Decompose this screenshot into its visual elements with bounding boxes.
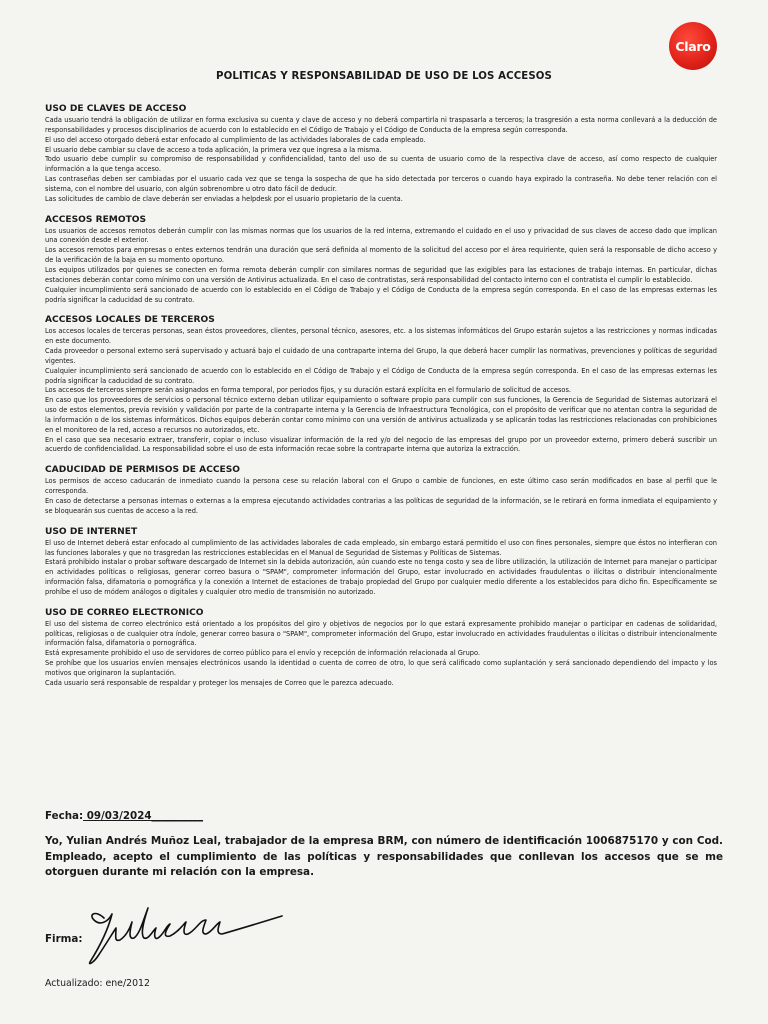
section-heading: ACCESOS LOCALES DE TERCEROS	[45, 315, 215, 326]
section-paragraph: Todo usuario debe cumplir su compromiso de responsabilidad y confidencialidad, tanto del uso de su cuenta de usuario como de la respectiva clave de acceso, así como respecto de cualquier información a la que tenga acceso.	[45, 154, 717, 174]
section-gap	[45, 454, 717, 464]
section-paragraph: El uso del sistema de correo electrónico está orientado a los propósitos del giro y objetivos de negocios por lo que estará expresamente prohibido manejar o participar en cadenas de solidaridad, políticas, religiosas o de cualquier otra índole, generar correo basura o "SPAM", comprometer información del Grupo, estar involucrado en actividades fraudulentas o ilícitas o distribuir intencionalmente información falsa, difamatoria o pornográfica.	[45, 618, 717, 648]
section-paragraph: Los usuarios de accesos remotos deberán cumplir con las mismas normas que los usuarios de la red interna, extremando el cuidado en el uso y privacidad de sus claves de acceso dado que implican una conexión desde el exterior.	[45, 225, 717, 245]
section-paragraph: Estará prohibido instalar o probar software descargado de Internet sin la debida autorización, aún cuando este no tenga costo y sea de libre utilización, la utilización de Internet para manejar o participar en actividades políticas o religiosas, generar correo basura o "SPAM", comprometer información del Grupo, estar involucrado en actividades fraudulentas o ilícitas o distribuir intencionalmente información falsa, difamatoria o pornográfica y la conexión a Internet de estaciones de trabajo propiedad del Grupo por cualquier medio diferente a los establecidos para dicho fin. Específicamente se prohíbe el uso de módem análogos o digitales y cualquier otro medio de transmisión no autorizado.	[45, 557, 717, 596]
signature-label: Firma:	[45, 933, 83, 945]
section-paragraph: Cada usuario tendrá la obligación de utilizar en forma exclusiva su cuenta y clave de acceso y no deberá compartirla ni traspasarla a terceros; la trasgresión a esta norma conllevará a la deducción de responsabilidades y procesos disciplinarios de acuerdo con lo establecido en el Código de Trabajo y el Código de Conducta de la empresa según corresponda.	[45, 115, 717, 134]
policy-section	[45, 607, 717, 688]
policy-section	[45, 314, 717, 454]
section-paragraph: El uso de Internet deberá estar enfocado al cumplimiento de las actividades laborales de cada empleado, sin embargo estará permitido el uso con fines personales, siempre que éstos no interfieran con las funciones laborales y que no trasgredan las restricciones establecidas en el Manual de Seguridad de Sistemas y Políticas de Sistemas.	[45, 537, 717, 557]
policy-section	[45, 464, 717, 515]
section-paragraph: Cada usuario será responsable de respaldar y proteger los mensajes de Correo que le parezca adecuado.	[45, 677, 394, 687]
section-paragraph: El usuario debe cambiar su clave de acceso a toda aplicación, la primera vez que ingresa a la misma.	[45, 144, 382, 154]
section-gap	[45, 204, 717, 214]
section-paragraph: Está expresamente prohibido el uso de servidores de correo público para el envío y recepción de información relacionada al Grupo.	[45, 648, 480, 658]
policy-section	[45, 526, 717, 597]
date-label: Fecha:	[45, 810, 84, 822]
section-paragraph: Cada proveedor o personal externo será supervisado y actuará bajo el cuidado de una contraparte interna del Grupo, la que deberá hacer cumplir las normativas, prevenciones y políticas de seguridad vigentes.	[45, 346, 717, 365]
section-paragraph: Las contraseñas deben ser cambiadas por el usuario cada vez que se tenga la sospecha de que ha sido detectada por terceros o cuando haya expirado la contraseña. No debe tener relación con el sistema, con el nombre del usuario, con algún sobrenombre u otro dato fácil de deducir.	[45, 174, 717, 193]
section-paragraph: El uso del acceso otorgado deberá estar enfocado al cumplimiento de las actividades laborales de cada empleado.	[45, 134, 426, 144]
acceptance-statement: Yo, Yulian Andrés Muñoz Leal, trabajador de la empresa BRM, con número de identificación 1006875170 y con Cod. Empleado, acepto el cumplimiento de las políticas y responsabilidades que conllevan los accesos que se me otorguen durante mi relación con la empresa.	[45, 835, 723, 878]
document-title: POLITICAS Y RESPONSABILIDAD DE USO DE LOS ACCESOS	[216, 71, 552, 82]
claro-logo	[669, 22, 717, 70]
section-paragraph: Los accesos de terceros siempre serán asignados en forma temporal, por periodos fijos, y su duración estará explícita en el formulario de solicitud de accesos.	[45, 385, 572, 395]
section-heading: ACCESOS REMOTOS	[45, 214, 147, 225]
section-gap	[45, 597, 717, 607]
section-paragraph: En caso que los proveedores de servicios o personal técnico externo deban utilizar equipamiento o software propio para cumplir con sus funciones, la Gerencia de Seguridad de Sistemas autorizará el uso de estos elementos, previa revisión y validación por parte de la contraparte interna y la Gerencia de Infraestructura Tecnológica, con el propósito de verificar que no atentan contra la seguridad de la información o de los sistemas informáticos. Dichos equipos deberán contar como mínimo con una versión de antivirus actualizada y se aplicarán todas las restricciones relacionadas con prohibiciones en el monitoreo de la red, acceso a recursos no autorizados, etc.	[45, 395, 717, 434]
section-heading: USO DE INTERNET	[45, 526, 138, 537]
section-heading: CADUCIDAD DE PERMISOS DE ACCESO	[45, 465, 241, 476]
section-paragraph: Los accesos locales de terceras personas, sean éstos proveedores, clientes, personal técnico, asesores, etc. a los sistemas informáticos del Grupo estarán sujetos a las restricciones y normas indicadas en este documento.	[45, 326, 717, 346]
policy-section	[45, 214, 717, 305]
section-heading: USO DE CORREO ELECTRONICO	[45, 607, 204, 618]
section-paragraph: Cualquier incumplimiento será sancionado de acuerdo con lo establecido en el Código de Trabajo y el Código de Conducta de la empresa según corresponda. En el caso de las empresas externas les podría significar la caducidad de su contrato.	[45, 284, 717, 304]
policy-section	[45, 103, 717, 204]
handwritten-signature	[86, 900, 286, 966]
section-paragraph: Cualquier incumplimiento será sancionado de acuerdo con lo establecido en el Código de Trabajo y el Código de Conducta de la empresa según corresponda. En el caso de las empresas externas les podría significar la caducidad de su contrato.	[45, 365, 717, 385]
section-paragraph: Las solicitudes de cambio de clave deberán ser enviadas a helpdesk por el usuario propietario de la cuenta.	[45, 193, 403, 203]
section-gap	[45, 516, 717, 526]
date-value: 09/03/2024__________	[83, 810, 204, 822]
policy-sections	[45, 103, 717, 688]
section-paragraph: En caso de detectarse a personas internas o externas a la empresa ejecutando actividades contrarias a las políticas de seguridad de la información, se le retirará en forma inmediata el equipamiento y se bloquearán sus cuentas de acceso a la red.	[45, 496, 717, 515]
section-paragraph: Los equipos utilizados por quienes se conecten en forma remota deberán cumplir con similares normas de seguridad que las exigibles para las estaciones de trabajo internas. En particular, dichas estaciones deberán contar como mínimo con una versión de Antivirus actualizada. En el caso de contratistas, será responsabilidad del contacto interno con el contratista el cumplir lo establecido.	[45, 264, 717, 284]
logo-text: Claro	[675, 38, 711, 54]
section-paragraph: Los permisos de acceso caducarán de inmediato cuando la persona cese su relación laboral con el Grupo o cambie de funciones, en este último caso serán modificados en base al perfil que le corresponda.	[45, 476, 717, 496]
date-line	[45, 810, 203, 822]
updated-date: Actualizado: ene/2012	[45, 978, 150, 989]
section-paragraph: Se prohíbe que los usuarios envíen mensajes electrónicos usando la identidad o cuenta de correo de otro, lo que será calificado como suplantación y será sancionado dependiendo del impacto y los motivos que originaron la suplantación.	[45, 658, 717, 677]
section-paragraph: Los accesos remotos para empresas o entes externos tendrán una duración que será definida al momento de la solicitud del acceso por el área requiriente, quien será la responsable de dicho acceso y de la verificación de la baja en su momento oportuno.	[45, 245, 717, 265]
section-gap	[45, 304, 717, 314]
section-paragraph: En el caso que sea necesario extraer, transferir, copiar o incluso visualizar información de la red y/o del negocio de las empresas del grupo por un proveedor externo, primero deberá suscribir un acuerdo de confidencialidad. La responsabilidad sobre el uso de esta información recae sobre la contraparte interna que autoriza la extracción.	[45, 434, 717, 454]
section-heading: USO DE CLAVES DE ACCESO	[45, 104, 187, 114]
